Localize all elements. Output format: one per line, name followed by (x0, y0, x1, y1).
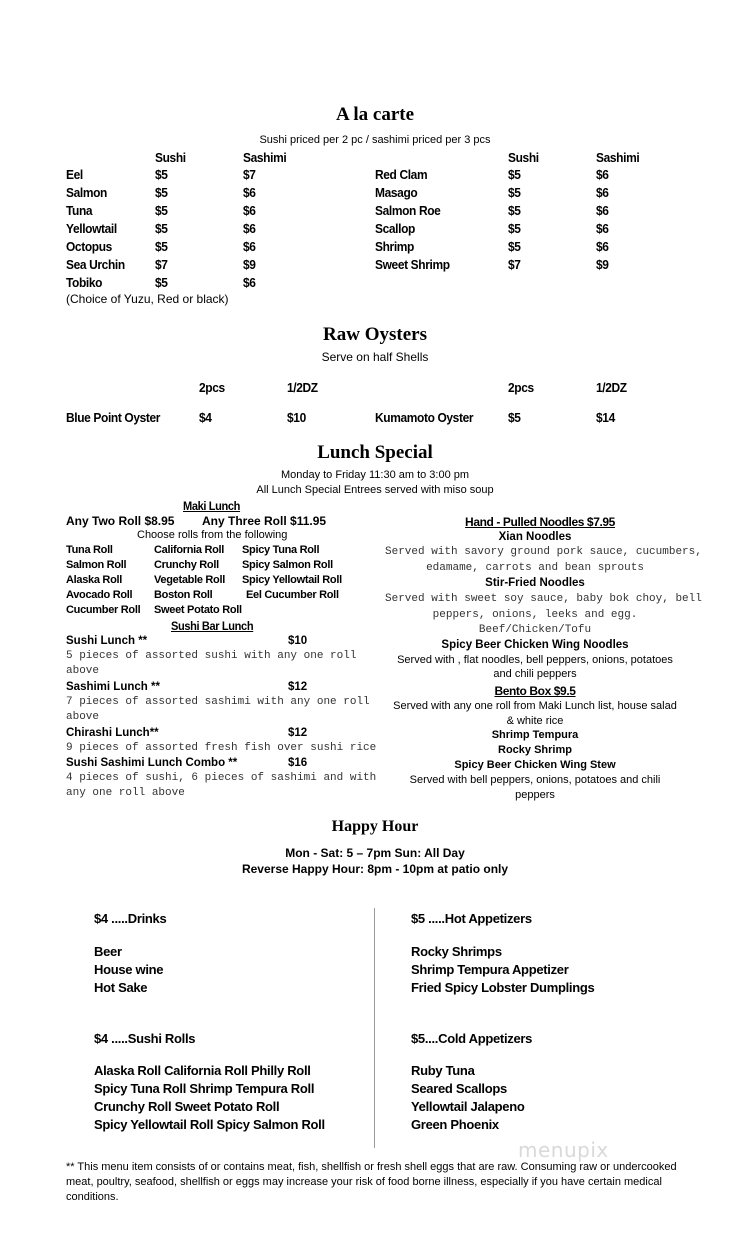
alacarte-item-sashimi-price: $9 (596, 257, 609, 272)
sushibar-item-desc: 5 pieces of assorted sushi with any one roll (66, 650, 357, 662)
alacarte-title: A la carte (335, 104, 415, 125)
bento-desc-1: Served with any one roll from Maki Lunch list, house salad (393, 700, 677, 712)
alacarte-item-sushi-price: $5 (508, 203, 521, 218)
maki-roll-option: California Roll (154, 544, 225, 556)
alacarte-item-sushi-price: $7 (155, 257, 168, 272)
alacarte-item-sashimi-price: $6 (596, 203, 609, 218)
tobiko-note: (Choice of Yuzu, Red or black) (66, 292, 229, 306)
kumamoto-2pcs: $5 (508, 410, 521, 425)
maki-lunch-title: Maki Lunch (183, 499, 241, 513)
alacarte-item-name: Sea Urchin (66, 257, 125, 272)
alacarte-item-name: Eel (66, 167, 83, 182)
maki-roll-option: Spicy Salmon Roll (242, 559, 333, 571)
sushibar-item-desc: 7 pieces of assorted sashimi with any one roll (66, 696, 370, 708)
alacarte-item-sashimi-price: $7 (243, 167, 256, 182)
happy-hour-item: Fried Spicy Lobster Dumplings (411, 980, 595, 995)
alacarte-item-name: Sweet Shrimp (375, 257, 450, 272)
alacarte-item-sashimi-price: $6 (243, 239, 256, 254)
happy-hour-item: Spicy Yellowtail Roll Spicy Salmon Roll (94, 1117, 325, 1132)
alacarte-item-name: Tobiko (66, 275, 103, 290)
oyster-col-half-left: 1/2DZ (287, 380, 318, 395)
maki-roll-option: Avocado Roll (66, 589, 133, 601)
sushibar-item-name: Sushi Lunch ** (66, 635, 148, 647)
alacarte-item-sashimi-price: $6 (243, 185, 256, 200)
sushibar-item-desc: above (66, 711, 100, 723)
bento-desc-4: peppers (515, 789, 555, 801)
spicy-desc-1: Served with , flat noodles, bell peppers, onions, potatoes (397, 654, 673, 666)
maki-roll-option: Sweet Potato Roll (154, 604, 242, 616)
cold-appetizers-title: $5....Cold Appetizers (411, 1031, 533, 1046)
maki-roll-option: Salmon Roll (66, 559, 127, 571)
alacarte-item-sashimi-price: $6 (596, 221, 609, 236)
spicy-desc-2: and chili peppers (493, 668, 577, 680)
alacarte-item-name: Shrimp (375, 239, 414, 254)
sushi-rolls-title: $4 .....Sushi Rolls (94, 1031, 196, 1046)
alacarte-item-sushi-price: $5 (155, 275, 168, 290)
bento-item: Spicy Beer Chicken Wing Stew (454, 759, 616, 771)
lunch-hours: Monday to Friday 11:30 am to 3:00 pm (280, 469, 470, 481)
alacarte-item-name: Yellowtail (66, 221, 117, 236)
stir-desc-2: peppers, onions, leeks and egg. (432, 609, 638, 621)
alacarte-item-sushi-price: $5 (155, 185, 168, 200)
xian-noodles: Xian Noodles (498, 531, 572, 543)
happy-hour-item: Alaska Roll California Roll Philly Roll (94, 1063, 311, 1078)
bento-item: Shrimp Tempura (491, 729, 579, 741)
alacarte-item-sushi-price: $5 (155, 203, 168, 218)
oysters-title: Raw Oysters (323, 324, 427, 345)
stir-desc-3: Beef/Chicken/Tofu (478, 624, 592, 636)
happy-hour-item: Shrimp Tempura Appetizer (411, 962, 569, 977)
alacarte-item-sashimi-price: $6 (596, 239, 609, 254)
any-three-roll: Any Three Roll $11.95 (202, 514, 327, 528)
oysters-subtitle: Serve on half Shells (321, 350, 429, 364)
blue-point-half: $10 (287, 410, 306, 425)
xian-desc-1: Served with savory ground pork sauce, cucumbers, (385, 546, 702, 558)
oyster-col-2pcs-left: 2pcs (199, 380, 225, 395)
happy-hour-item: Seared Scallops (411, 1081, 507, 1096)
maki-roll-option: Boston Roll (154, 589, 213, 601)
alacarte-item-name: Tuna (66, 203, 93, 218)
alacarte-item-sashimi-price: $6 (596, 167, 609, 182)
alacarte-subtitle: Sushi priced per 2 pc / sashimi priced per 3 pcs (259, 134, 491, 146)
sushibar-item-price: $16 (288, 757, 308, 769)
alacarte-item-sashimi-price: $6 (243, 221, 256, 236)
kumamoto-oyster: Kumamoto Oyster (375, 410, 474, 425)
maki-roll-option: Alaska Roll (66, 574, 123, 586)
alacarte-item-name: Red Clam (375, 167, 428, 182)
maki-roll-option: Vegetable Roll (154, 574, 225, 586)
happy-hour-line1: Mon - Sat: 5 – 7pm Sun: All Day (285, 846, 465, 860)
menupix-watermark: menupix (518, 1138, 609, 1162)
sushibar-item-desc: any one roll above (66, 787, 185, 799)
alacarte-item-sashimi-price: $6 (596, 185, 609, 200)
alacarte-item-sashimi-price: $6 (243, 275, 256, 290)
maki-roll-option: Cucumber Roll (66, 604, 141, 616)
xian-desc-2: edamame, carrots and bean sprouts (426, 562, 644, 574)
choose-rolls: Choose rolls from the following (137, 529, 288, 541)
raw-food-footnote: ** This menu item consists of or contains meat, fish, shellfish or fresh shell eggs that are raw. Consuming raw or undercooked meat, poultry, seafood, shellfish or eggs may increase your risk of food borne illness, especially if you have certain medical conditions. (66, 1161, 677, 1203)
alacarte-item-sashimi-price: $9 (243, 257, 256, 272)
maki-roll-option: Spicy Yellowtail Roll (242, 574, 342, 586)
happy-hour-item: Ruby Tuna (411, 1063, 475, 1078)
stir-fried-noodles: Stir-Fried Noodles (485, 577, 585, 589)
happy-hour-item: Green Phoenix (411, 1117, 499, 1132)
drinks-title: $4 .....Drinks (94, 911, 167, 926)
any-two-roll: Any Two Roll $8.95 (66, 514, 175, 528)
blue-point-2pcs: $4 (199, 410, 212, 425)
happy-hour-title: Happy Hour (331, 818, 419, 835)
sushibar-item-name: Chirashi Lunch** (66, 727, 159, 739)
sushibar-item-desc: 9 pieces of assorted fresh fish over sushi rice (66, 742, 377, 754)
happy-hour-line2: Reverse Happy Hour: 8pm - 10pm at patio only (241, 862, 509, 876)
sushibar-item-price: $10 (288, 635, 308, 647)
stir-desc-1: Served with sweet soy sauce, baby bok choy, bell (385, 593, 702, 605)
col-sashimi-right: Sashimi (596, 150, 640, 165)
happy-hour-divider (374, 908, 375, 1148)
alacarte-item-name: Octopus (66, 239, 112, 254)
alacarte-item-name: Scallop (375, 221, 415, 236)
alacarte-item-sushi-price: $5 (508, 221, 521, 236)
sushibar-item-desc: 4 pieces of sushi, 6 pieces of sashimi and with (66, 772, 377, 784)
oyster-col-half-right: 1/2DZ (596, 380, 627, 395)
sushibar-lunch-title: Sushi Bar Lunch (171, 619, 254, 633)
alacarte-item-sushi-price: $5 (155, 221, 168, 236)
maki-roll-option: Spicy Tuna Roll (242, 544, 320, 556)
happy-hour-item: Crunchy Roll Sweet Potato Roll (94, 1099, 280, 1114)
alacarte-item-sushi-price: $5 (155, 167, 168, 182)
col-sushi-left: Sushi (155, 150, 186, 165)
alacarte-item-name: Salmon (66, 185, 107, 200)
sushibar-item-price: $12 (288, 727, 308, 739)
blue-point-oyster: Blue Point Oyster (66, 410, 161, 425)
sushibar-item-price: $12 (288, 681, 308, 693)
happy-hour-item: House wine (94, 962, 164, 977)
alacarte-item-sushi-price: $5 (155, 239, 168, 254)
maki-roll-option: Crunchy Roll (154, 559, 219, 571)
happy-hour-item: Beer (94, 944, 122, 959)
col-sashimi-left: Sashimi (243, 150, 287, 165)
happy-hour-item: Rocky Shrimps (411, 944, 502, 959)
maki-roll-option: Tuna Roll (66, 544, 113, 556)
alacarte-item-sushi-price: $5 (508, 239, 521, 254)
happy-hour-item: Hot Sake (94, 980, 148, 995)
happy-hour-item: Yellowtail Jalapeno (411, 1099, 525, 1114)
alacarte-item-sushi-price: $7 (508, 257, 521, 272)
sushibar-item-name: Sashimi Lunch ** (66, 681, 160, 693)
bento-desc-2: & white rice (506, 715, 564, 727)
alacarte-item-name: Salmon Roe (375, 203, 441, 218)
noodles-title: Hand - Pulled Noodles $7.95 (465, 515, 615, 529)
lunch-note: All Lunch Special Entrees served with miso soup (256, 484, 494, 496)
alacarte-item-sushi-price: $5 (508, 167, 521, 182)
bento-desc-3: Served with bell peppers, onions, potatoes and chili (409, 774, 661, 786)
spicy-beer-noodles: Spicy Beer Chicken Wing Noodles (441, 639, 629, 651)
happy-hour-item: Spicy Tuna Roll Shrimp Tempura Roll (94, 1081, 315, 1096)
hot-appetizers-title: $5 .....Hot Appetizers (411, 911, 532, 926)
sushibar-item-name: Sushi Sashimi Lunch Combo ** (66, 757, 238, 769)
alacarte-item-sushi-price: $5 (508, 185, 521, 200)
alacarte-item-sashimi-price: $6 (243, 203, 256, 218)
kumamoto-half: $14 (596, 410, 615, 425)
lunch-title: Lunch Special (317, 442, 433, 463)
col-sushi-right: Sushi (508, 150, 539, 165)
sushibar-item-desc: above (66, 665, 100, 677)
oyster-col-2pcs-right: 2pcs (508, 380, 534, 395)
alacarte-item-name: Masago (375, 185, 418, 200)
bento-item: Rocky Shrimp (498, 744, 572, 756)
maki-roll-option: Eel Cucumber Roll (246, 589, 339, 601)
bento-title: Bento Box $9.5 (494, 684, 576, 698)
